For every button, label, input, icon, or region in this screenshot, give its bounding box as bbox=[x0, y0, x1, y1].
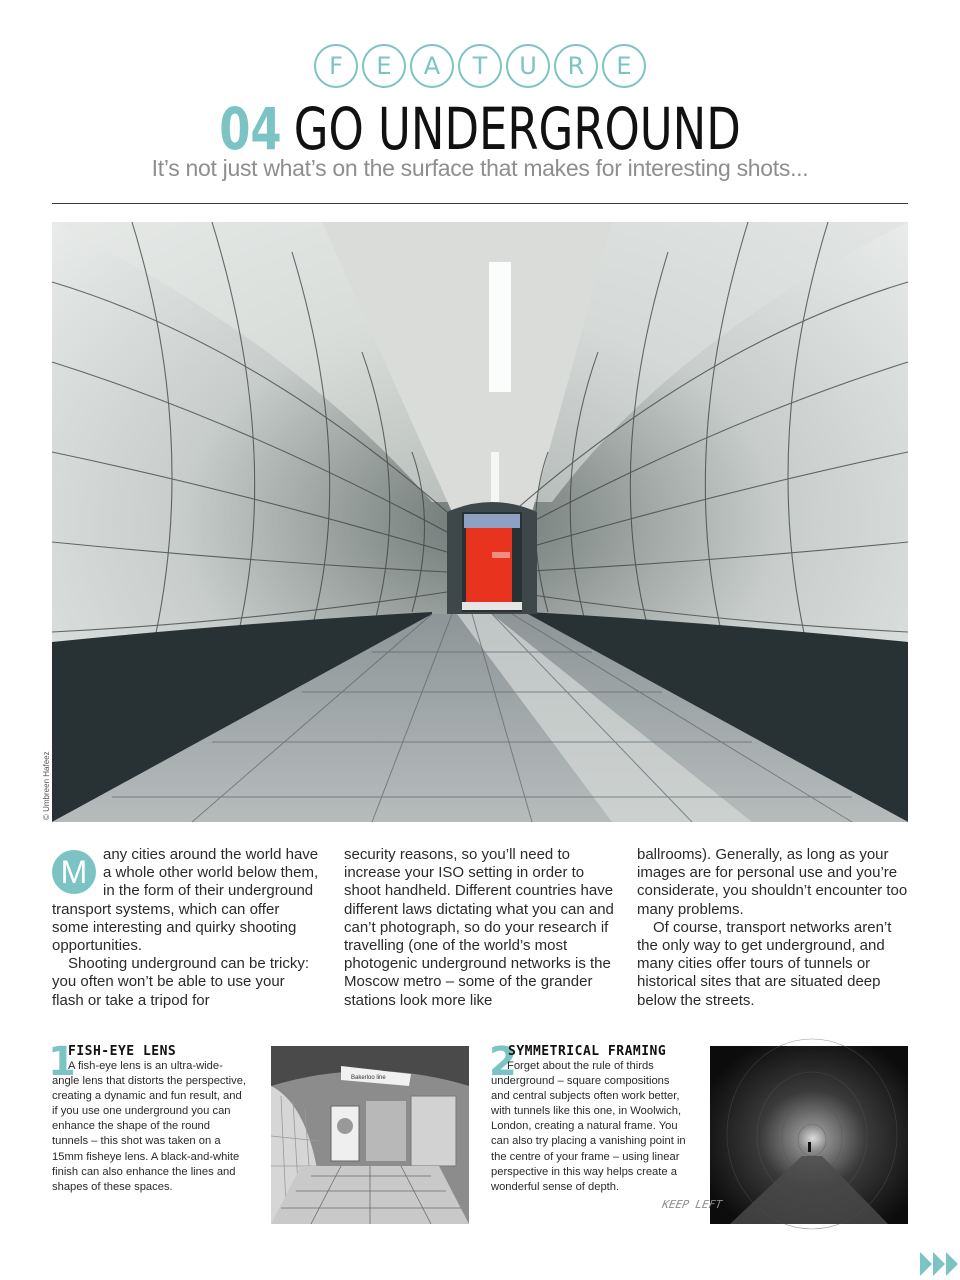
drop-cap: M bbox=[52, 850, 96, 894]
tunnel-bw-illustration bbox=[659, 1046, 908, 1224]
kicker-letter: F bbox=[314, 44, 358, 88]
tip-title: FISH-EYE LENS bbox=[68, 1044, 177, 1059]
paragraph: Of course, transport networks aren’t the only way to get underground, and many cities offer tours of tunnels or historical sites that are situated deep below the streets. bbox=[637, 918, 892, 1009]
paragraph: A fish-eye lens is an ultra-wide-angle lens that distorts the perspective, creating a dynamic and fun result, and if you use one underground you can enhance the shape of the round tunnels – this shot was taken on a 15mm fisheye lens. A black-and-white finish can also enhance the lines and shapes of these spaces. bbox=[52, 1060, 247, 1193]
kicker-letter: E bbox=[602, 44, 646, 88]
tip-body bbox=[491, 1059, 687, 1195]
arrow-icon bbox=[933, 1252, 945, 1276]
paragraph: ballrooms). Generally, as long as your images are for personal use and you’re considerate, you shouldn’t encounter too many problems. bbox=[637, 846, 908, 918]
sign-text: Bakerloo line bbox=[351, 1075, 386, 1081]
paragraph: security reasons, so you’ll need to increase your ISO setting in order to shoot handheld. Different countries have different laws dictating what you can and can’t photograph, so do your research if travelling (one of the world’s most photogenic underground networks is the Moscow metro – some of the grander stations look more like bbox=[344, 846, 614, 1009]
feature-kicker bbox=[0, 44, 960, 88]
platform-window bbox=[464, 514, 520, 528]
tip-number: 1 bbox=[48, 1039, 76, 1085]
kicker-letter: T bbox=[458, 44, 502, 88]
arrow-icon bbox=[946, 1252, 958, 1276]
tip-number: 2 bbox=[489, 1039, 517, 1085]
kicker-letter: R bbox=[554, 44, 598, 88]
fisheye-illustration bbox=[271, 1046, 469, 1224]
article-column-2 bbox=[344, 846, 622, 1010]
kicker-letter: U bbox=[506, 44, 550, 88]
distant-figure bbox=[808, 1142, 811, 1152]
fisheye-station-photo bbox=[271, 1046, 469, 1224]
photo-credit: © Umbreen Hafeez bbox=[42, 751, 51, 820]
paragraph: Forget about the rule of thirds underground – square compositions and central subjects often work better, with tunnels like this one, in Woolwich, London, creating a natural frame. You can also try placing a vanishing point in the centre of your frame – using linear perspective in this way helps create a wonderful sense of depth. bbox=[491, 1060, 686, 1193]
kicker-letter: A bbox=[410, 44, 454, 88]
next-page-arrows[interactable] bbox=[920, 1252, 959, 1276]
paragraph: any cities around the world have a whole other world below them, in the form of their underground transport systems, which can offer some interesting and quirky shooting opportunities. bbox=[52, 846, 319, 955]
tip-body bbox=[52, 1059, 248, 1195]
ceiling-light bbox=[489, 262, 511, 392]
woolwich-tunnel-photo bbox=[659, 1046, 908, 1224]
section-number: 04 bbox=[219, 95, 282, 163]
article-column-3 bbox=[637, 846, 912, 1010]
tip-title: SYMMETRICAL FRAMING bbox=[508, 1044, 667, 1059]
header-divider bbox=[52, 203, 908, 204]
page-subtitle: It’s not just what’s on the surface that makes for interesting shots... bbox=[151, 155, 809, 181]
paragraph: Shooting underground can be tricky: you often won’t be able to use your flash or take a tripod for bbox=[52, 955, 309, 1009]
title-text: GO UNDERGROUND bbox=[293, 95, 741, 163]
arrow-icon bbox=[920, 1252, 932, 1276]
floor-text: KEEP LEFT bbox=[659, 1197, 725, 1211]
page-title bbox=[67, 96, 893, 162]
hero-tunnel-photo bbox=[52, 222, 908, 822]
article-column-1 bbox=[52, 846, 320, 1010]
kicker-letter: E bbox=[362, 44, 406, 88]
tunnel-illustration bbox=[52, 222, 908, 822]
passing-train bbox=[466, 528, 512, 603]
